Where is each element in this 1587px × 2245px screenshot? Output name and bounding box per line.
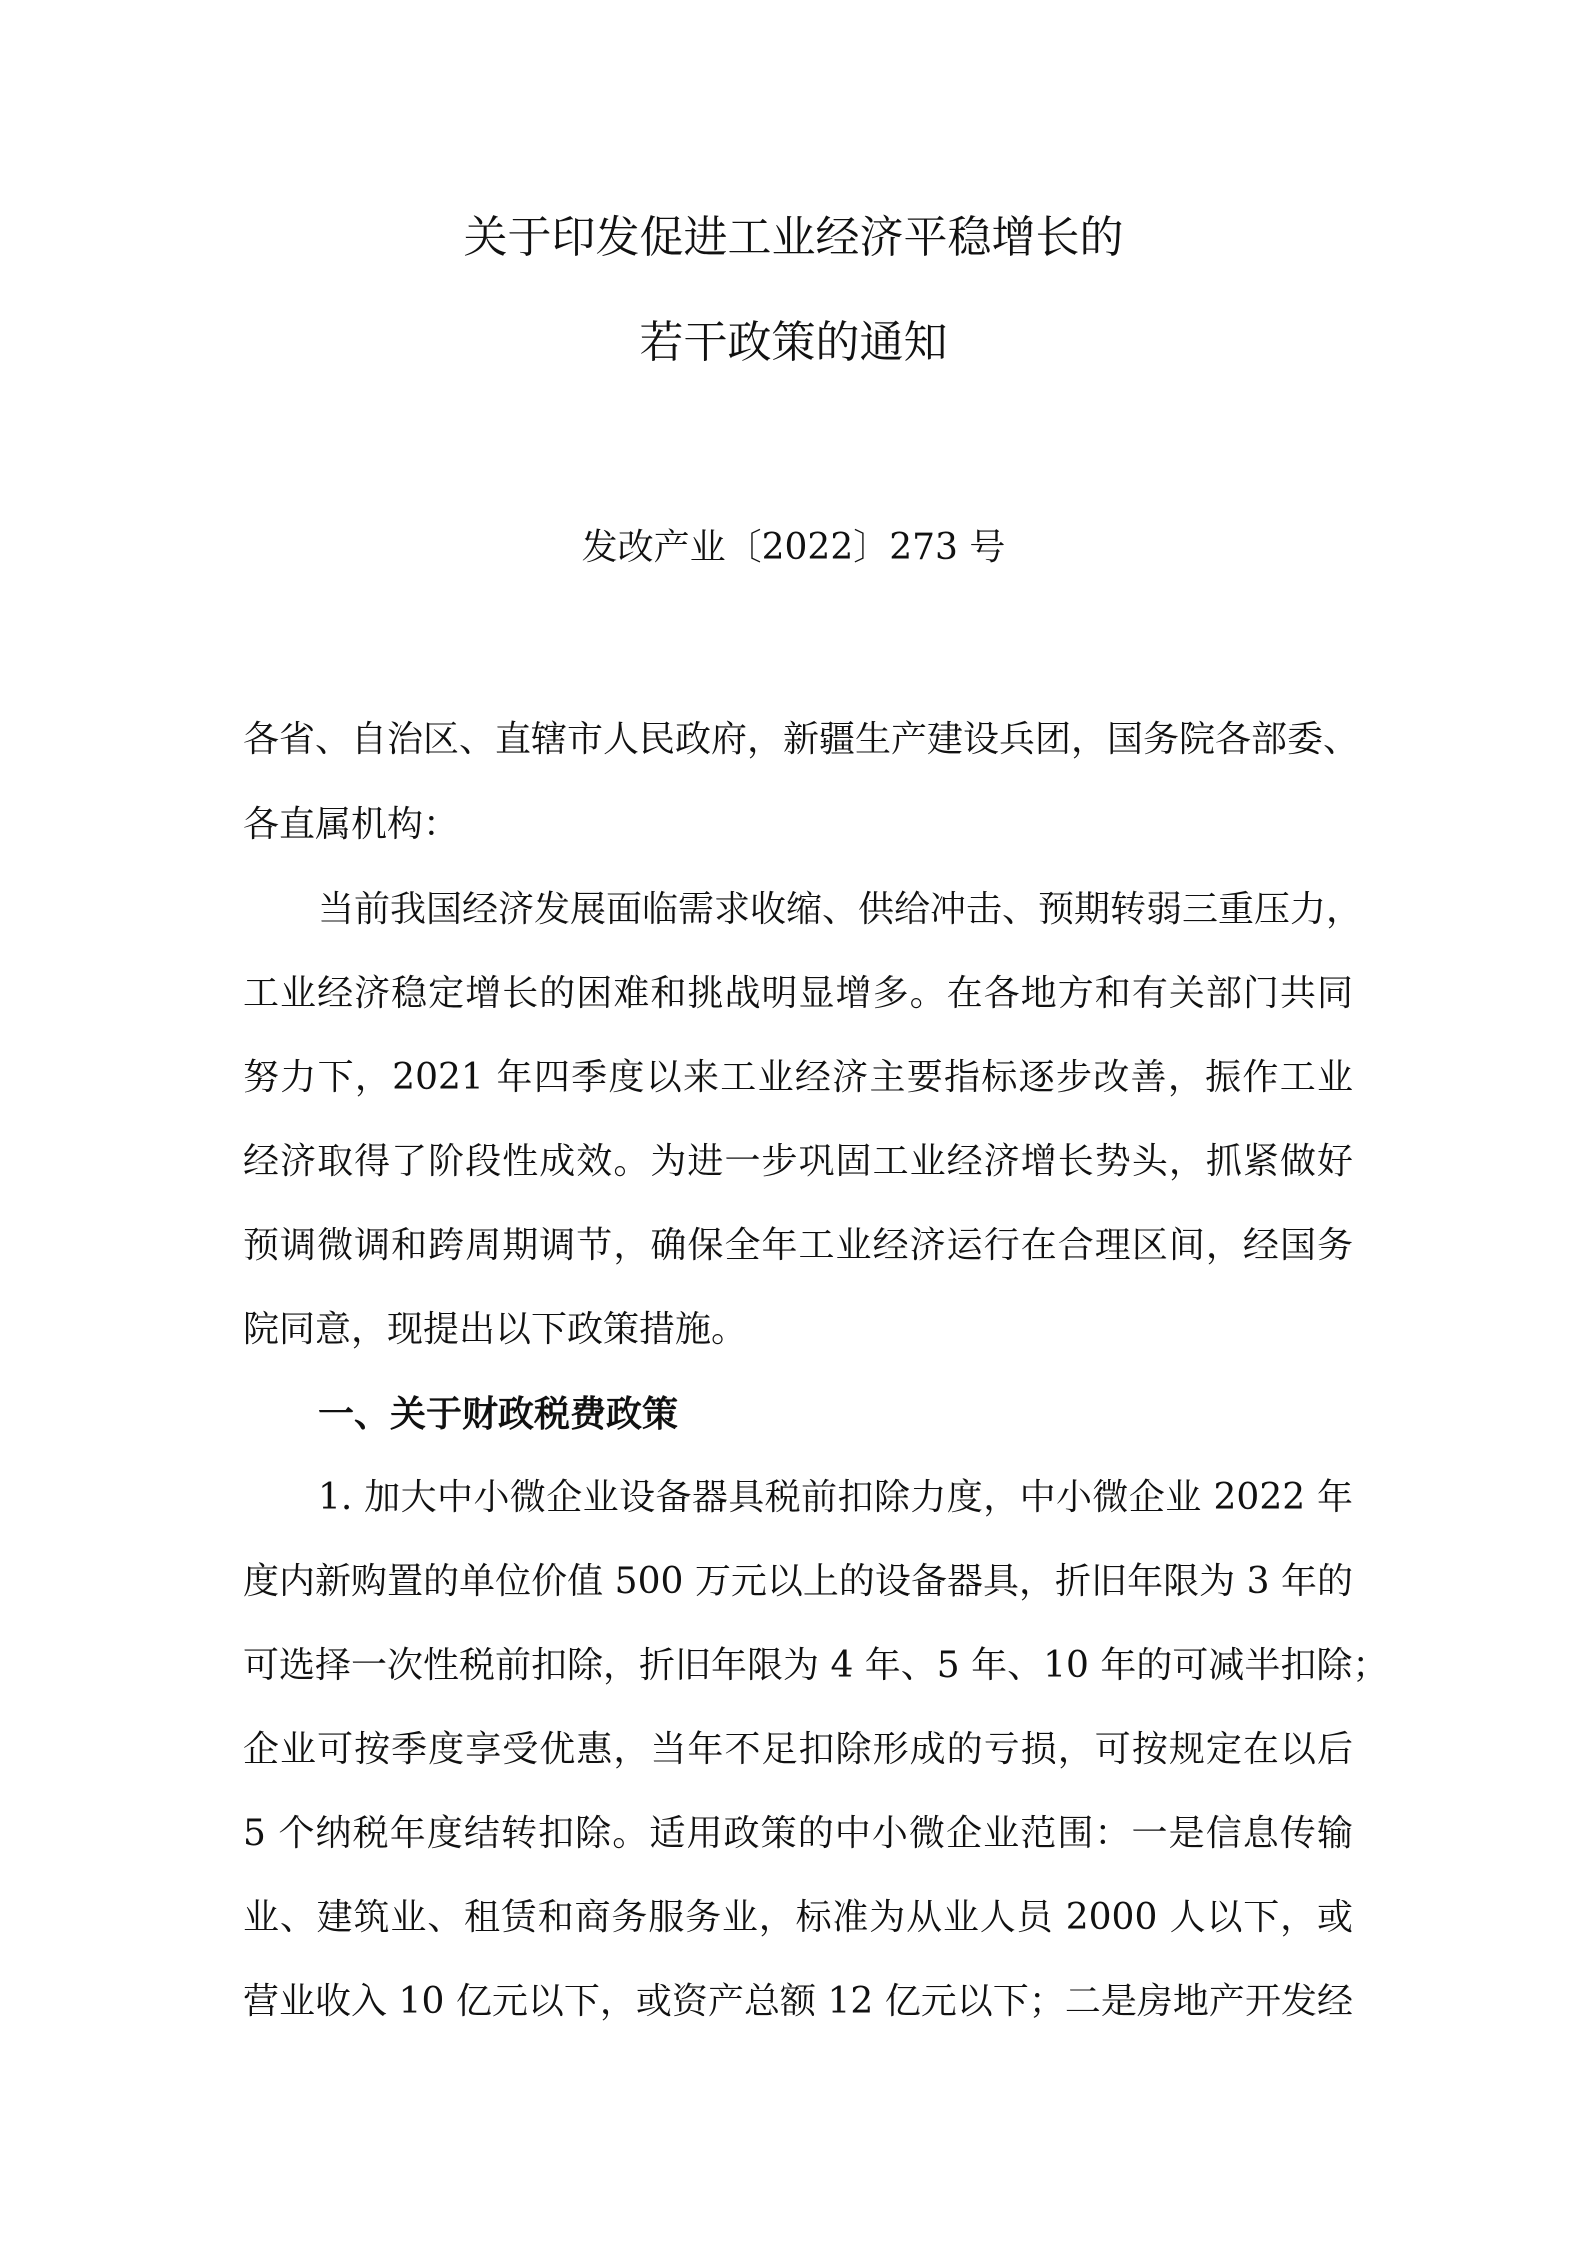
intro-paragraph-line: 经济取得了阶段性成效。为进一步巩固工业经济增长势头，抓紧做好 bbox=[243, 1141, 1353, 1182]
item-paragraph-line: 1. 加大中小微企业设备器具税前扣除力度，中小微企业 2022 年 bbox=[318, 1477, 1353, 1518]
item-paragraph-line: 可选择一次性税前扣除，折旧年限为 4 年、5 年、10 年的可减半扣除； bbox=[243, 1645, 1389, 1686]
intro-paragraph-line: 努力下，2021 年四季度以来工业经济主要指标逐步改善，振作工业 bbox=[243, 1057, 1353, 1098]
item-paragraph-line: 度内新购置的单位价值 500 万元以上的设备器具，折旧年限为 3 年的 bbox=[243, 1561, 1353, 1602]
intro-paragraph-line: 当前我国经济发展面临需求收缩、供给冲击、预期转弱三重压力， bbox=[318, 889, 1363, 930]
intro-paragraph-line: 预调微调和跨周期调节，确保全年工业经济运行在合理区间，经国务 bbox=[243, 1225, 1353, 1266]
item-paragraph-line: 营业收入 10 亿元以下，或资产总额 12 亿元以下；二是房地产开发经 bbox=[243, 1981, 1353, 2022]
intro-paragraph-line: 院同意，现提出以下政策措施。 bbox=[243, 1309, 748, 1350]
document-title-line-2: 若干政策的通知 bbox=[639, 317, 948, 368]
document-number: 发改产业〔2022〕273 号 bbox=[581, 527, 1006, 568]
intro-paragraph-line: 工业经济稳定增长的困难和挑战明显增多。在各地方和有关部门共同 bbox=[243, 973, 1353, 1014]
section-heading: 一、关于财政税费政策 bbox=[318, 1393, 679, 1435]
document-title-line-1: 关于印发促进工业经济平稳增长的 bbox=[463, 212, 1124, 263]
item-paragraph-line: 企业可按季度享受优惠，当年不足扣除形成的亏损，可按规定在以后 bbox=[243, 1729, 1353, 1770]
addressee-line: 各直属机构： bbox=[243, 804, 460, 845]
item-paragraph-line: 业、建筑业、租赁和商务服务业，标准为从业人员 2000 人以下，或 bbox=[243, 1897, 1353, 1938]
addressee-line: 各省、自治区、直辖市人民政府，新疆生产建设兵团，国务院各部委、 bbox=[243, 719, 1360, 760]
item-paragraph-line: 5 个纳税年度结转扣除。适用政策的中小微企业范围：一是信息传输 bbox=[243, 1813, 1353, 1854]
